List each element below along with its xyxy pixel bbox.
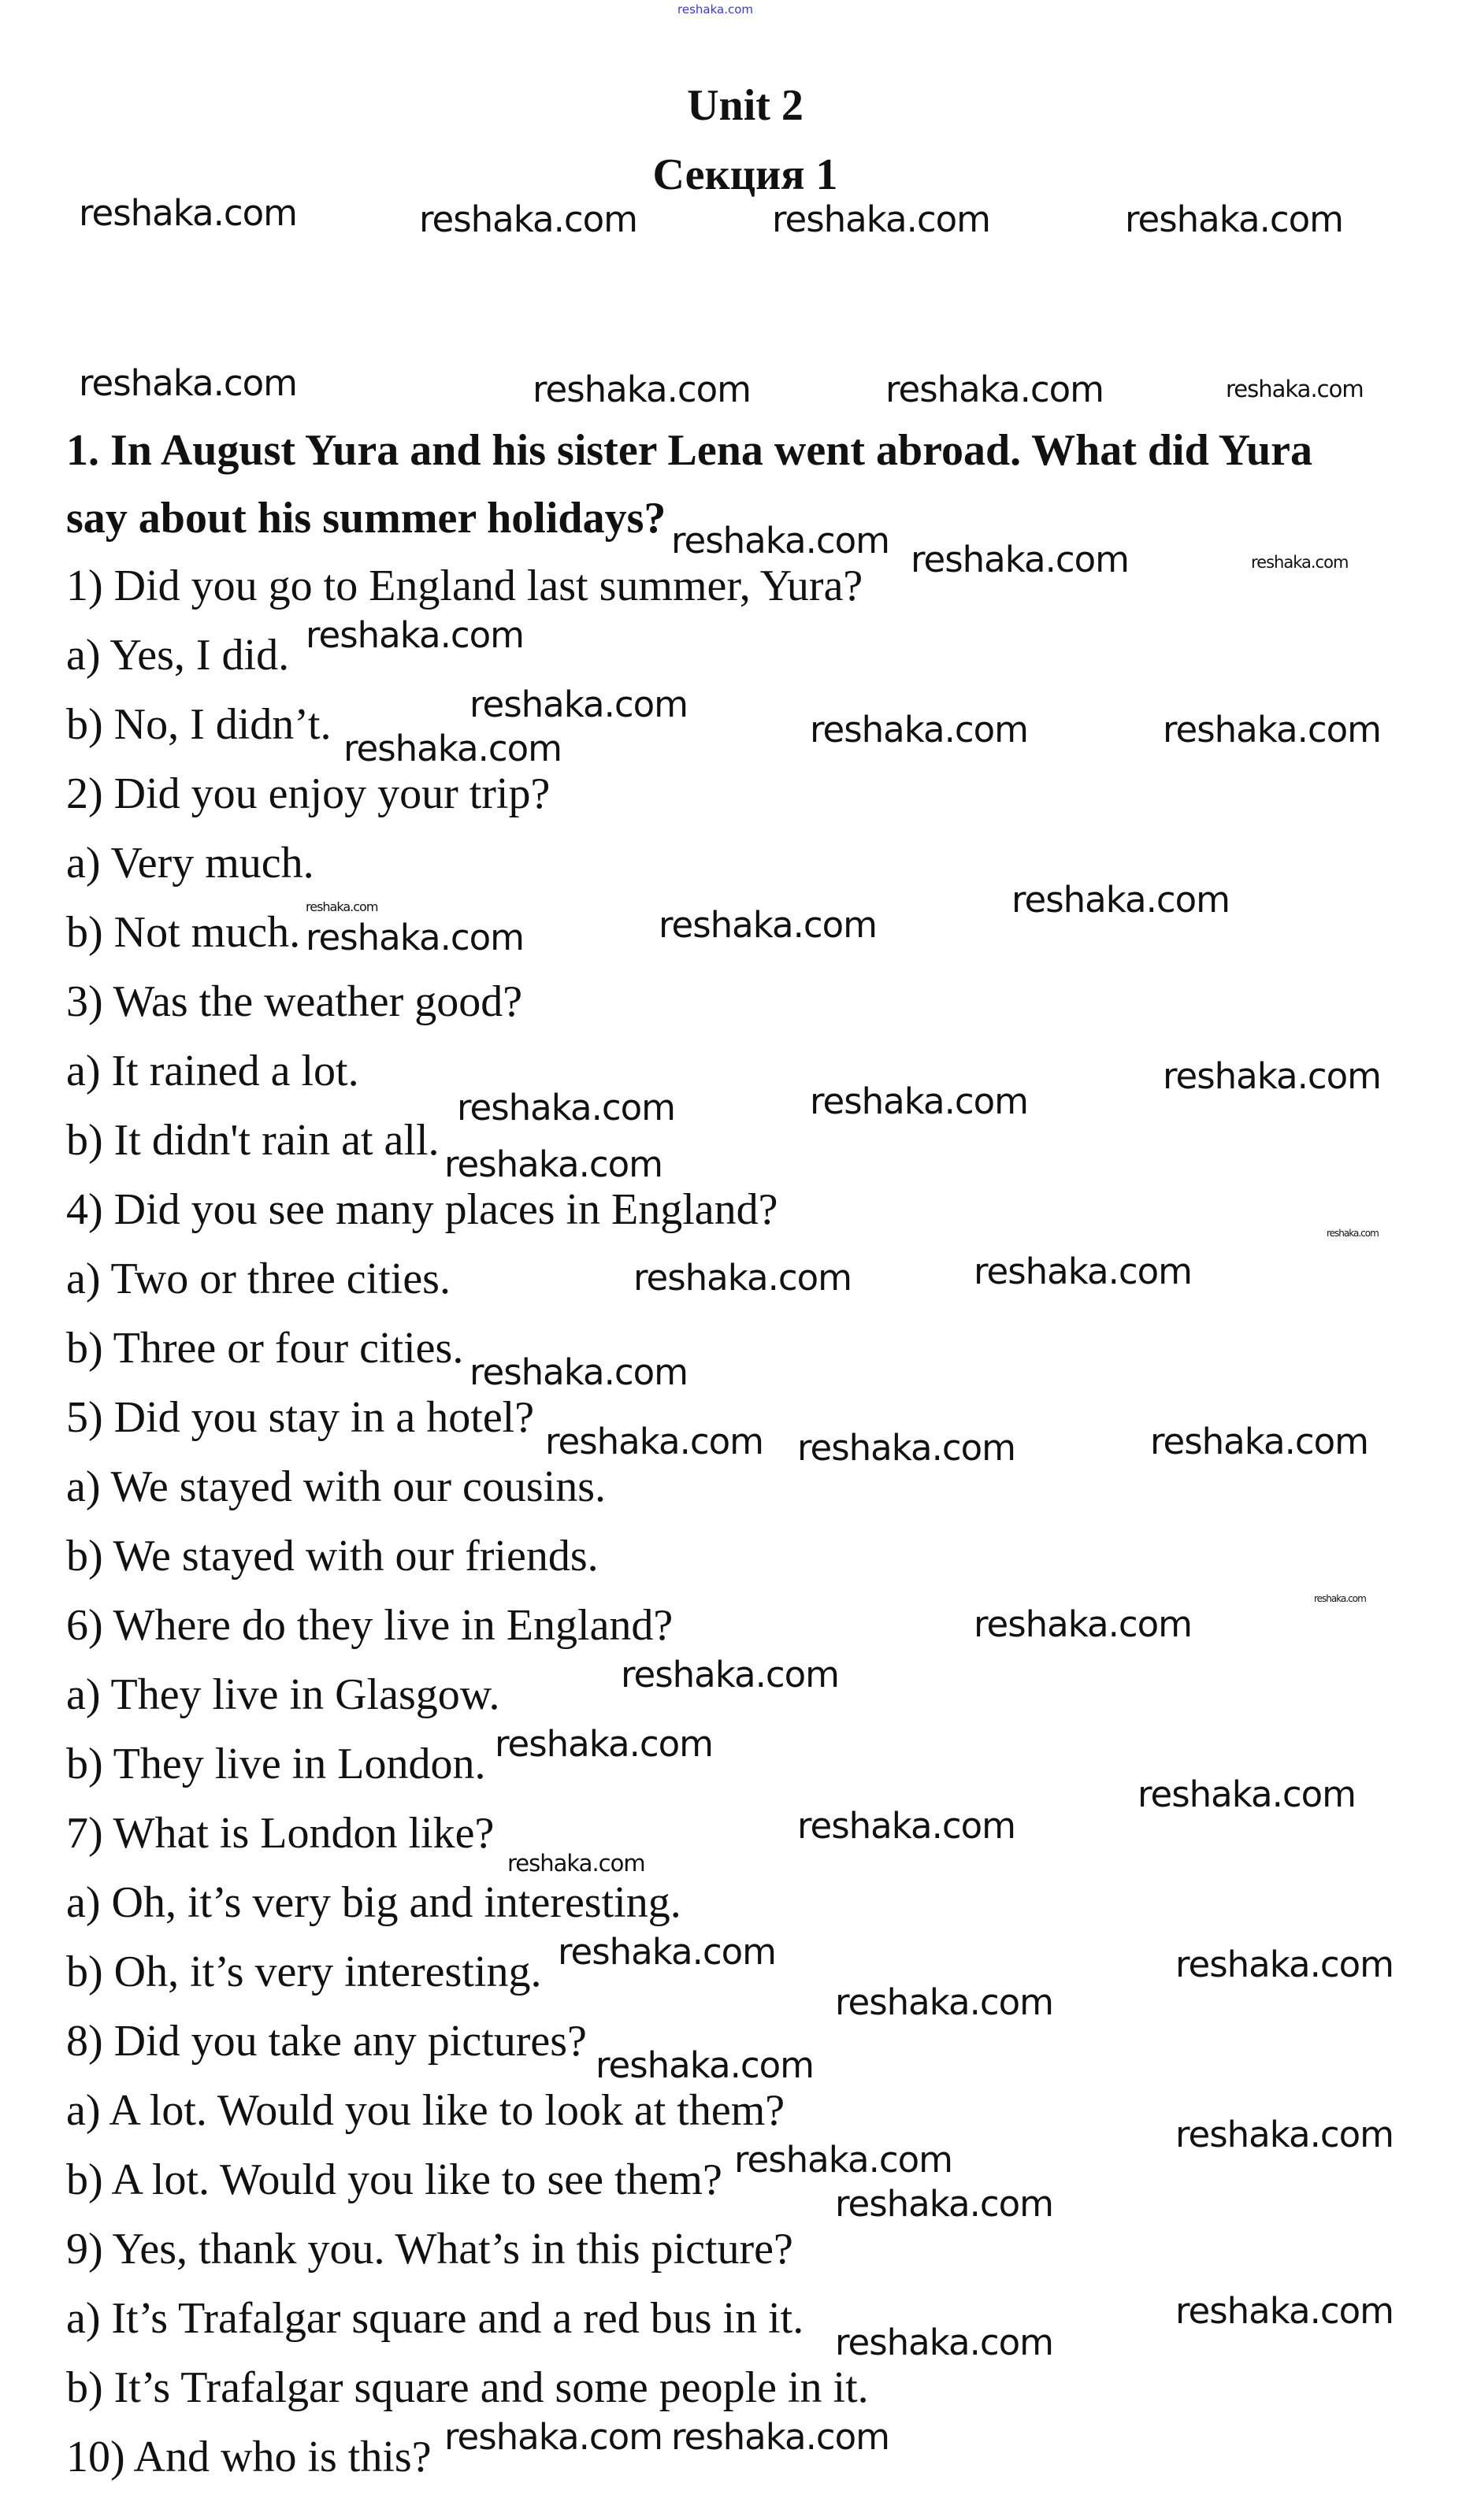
watermark-text: reshaka.com (1251, 553, 1349, 572)
watermark-text: reshaka.com (545, 1421, 763, 1462)
watermark-text: reshaka.com (343, 728, 562, 769)
question-line: 5) Did you stay in a hotel? (66, 1393, 535, 1442)
question-line: 2) Did you enjoy your trip? (66, 769, 551, 818)
exercise-title-cont: say about his summer holidays? (66, 494, 666, 543)
watermark-text: reshaka.com (533, 369, 751, 410)
watermark-text: reshaka.com (507, 1850, 645, 1877)
question-line: 10) And who is this? (66, 2433, 432, 2481)
watermark-text: reshaka.com (734, 2139, 952, 2181)
answer-option: a) They live in Glasgow. (66, 1670, 500, 1719)
exercise-title: 1. In August Yura and his sister Lena went abroad. What did Yura (66, 426, 1312, 475)
section-title: Секция 1 (652, 150, 838, 199)
watermark-text: reshaka.com (835, 1981, 1053, 2023)
answer-option: b) They live in London. (66, 1740, 486, 1788)
watermark-text: reshaka.com (1175, 1944, 1394, 1985)
watermark-text: reshaka.com (469, 1351, 688, 1393)
watermark-text: reshaka.com (444, 2416, 662, 2458)
answer-option: b) Oh, it’s very interesting. (66, 1947, 542, 1996)
top-watermark: reshaka.com (677, 2, 753, 17)
watermark-text: reshaka.com (633, 1257, 852, 1299)
watermark-text: reshaka.com (772, 198, 990, 240)
watermark-text: reshaka.com (495, 1723, 713, 1765)
watermark-text: reshaka.com (79, 362, 297, 404)
answer-option: b) No, I didn’t. (66, 700, 332, 749)
watermark-text: reshaka.com (810, 709, 1028, 750)
watermark-text: reshaka.com (1327, 1228, 1379, 1239)
watermark-text: reshaka.com (974, 1251, 1192, 1292)
answer-option: a) Very much. (66, 839, 314, 888)
watermark-text: reshaka.com (797, 1427, 1015, 1469)
question-line: 7) What is London like? (66, 1809, 495, 1858)
answer-option: b) A lot. Would you like to see them? (66, 2155, 722, 2204)
answer-option: a) A lot. Would you like to look at them? (66, 2086, 785, 2135)
question-line: 3) Was the weather good? (66, 977, 523, 1026)
watermark-text: reshaka.com (1163, 1055, 1381, 1097)
watermark-text: reshaka.com (1226, 376, 1364, 402)
watermark-text: reshaka.com (911, 539, 1129, 580)
question-line: 8) Did you take any pictures? (66, 2017, 587, 2066)
watermark-text: reshaka.com (306, 614, 524, 656)
watermark-text: reshaka.com (444, 1143, 662, 1185)
watermark-text: reshaka.com (659, 904, 877, 946)
watermark-text: reshaka.com (1314, 1593, 1366, 1604)
watermark-text: reshaka.com (419, 198, 637, 240)
watermark-text: reshaka.com (558, 1931, 776, 1973)
watermark-text: reshaka.com (1175, 2114, 1394, 2155)
answer-option: b) It’s Trafalgar square and some people in it. (66, 2363, 869, 2412)
answer-option: a) It’s Trafalgar square and a red bus in it. (66, 2294, 804, 2343)
answer-option: b) We stayed with our friends. (66, 1532, 599, 1581)
watermark-text: reshaka.com (1138, 1773, 1356, 1815)
watermark-text: reshaka.com (885, 369, 1104, 410)
answer-option: b) Not much. (66, 908, 301, 957)
answer-option: a) We stayed with our cousins. (66, 1462, 606, 1511)
watermark-text: reshaka.com (974, 1603, 1192, 1645)
watermark-text: reshaka.com (621, 1654, 839, 1695)
question-line: 9) Yes, thank you. What’s in this picture? (66, 2225, 793, 2274)
watermark-text: reshaka.com (1175, 2290, 1394, 2332)
watermark-text: reshaka.com (596, 2044, 814, 2086)
watermark-text: reshaka.com (79, 192, 297, 234)
watermark-text: reshaka.com (810, 1080, 1028, 1122)
watermark-text: reshaka.com (1163, 709, 1381, 750)
watermark-text: reshaka.com (1125, 198, 1343, 240)
question-line: 1) Did you go to England last summer, Yura? (66, 561, 863, 610)
watermark-text: reshaka.com (1011, 879, 1230, 921)
watermark-text: reshaka.com (671, 520, 889, 561)
answer-option: a) Yes, I did. (66, 631, 290, 680)
watermark-text: reshaka.com (797, 1805, 1015, 1847)
question-line: 6) Where do they live in England? (66, 1601, 674, 1650)
watermark-text: reshaka.com (1150, 1421, 1368, 1462)
watermark-text: reshaka.com (306, 899, 378, 914)
answer-option: a) Two or three cities. (66, 1254, 451, 1303)
watermark-text: reshaka.com (671, 2416, 889, 2458)
unit-title: Unit 2 (687, 81, 804, 130)
answer-option: a) It rained a lot. (66, 1047, 359, 1095)
watermark-text: reshaka.com (469, 684, 688, 725)
answer-option: b) It didn't rain at all. (66, 1116, 440, 1165)
watermark-text: reshaka.com (306, 917, 524, 958)
answer-option: a) Oh, it’s very big and interesting. (66, 1878, 681, 1927)
question-line: 4) Did you see many places in England? (66, 1185, 778, 1234)
watermark-text: reshaka.com (835, 2183, 1053, 2225)
answer-option: b) Three or four cities. (66, 1324, 464, 1373)
watermark-text: reshaka.com (457, 1087, 675, 1128)
watermark-text: reshaka.com (835, 2322, 1053, 2363)
